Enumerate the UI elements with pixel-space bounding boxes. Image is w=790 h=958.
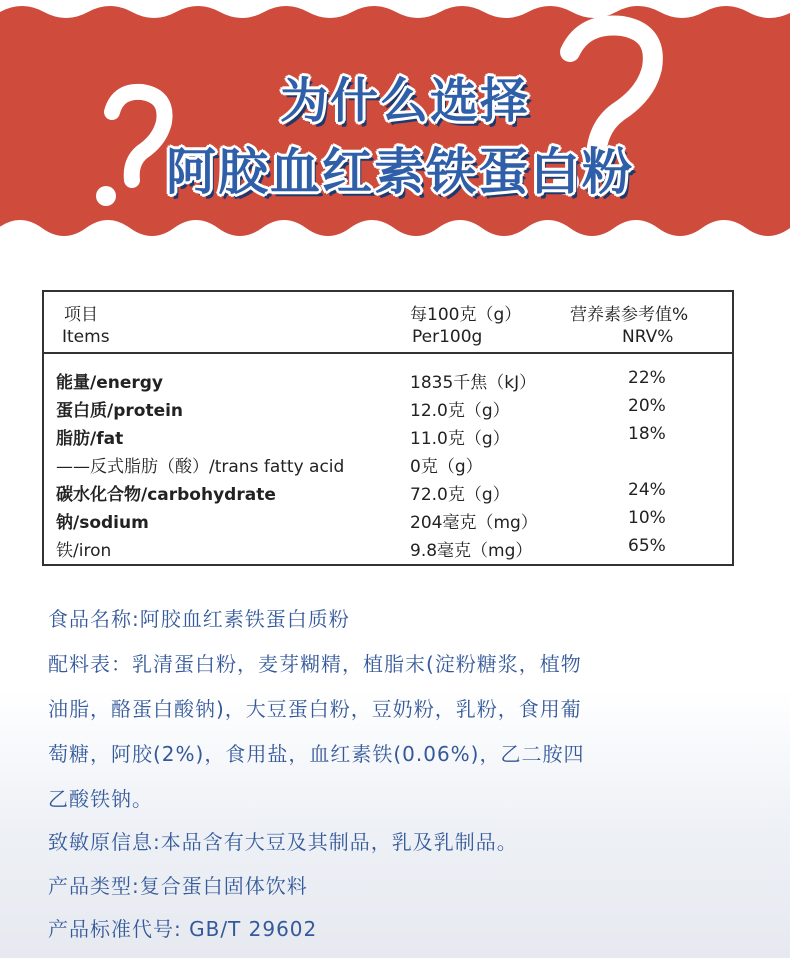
- nutrition-table: [42, 290, 734, 566]
- header-items-cn: 项目: [64, 305, 98, 325]
- row-name: 钠/sodium: [56, 513, 149, 533]
- table-row: [44, 396, 732, 424]
- row-name: 脂肪/fat: [56, 429, 124, 449]
- ingredients-line-3: 萄糖，阿胶(2%)，食用盐，血红素铁(0.06%)，乙二胺四: [48, 742, 585, 766]
- header-nrv-en: NRV%: [622, 327, 674, 347]
- row-name: 能量/energy: [56, 373, 164, 393]
- row-name: ——反式脂肪（酸）/trans fatty acid: [56, 457, 345, 477]
- row-value: 72.0克（g）: [410, 485, 510, 505]
- header-title-line1: 为什么选择: [279, 73, 530, 129]
- row-name: 蛋白质/protein: [56, 401, 184, 421]
- row-nrv: 22%: [628, 368, 666, 388]
- row-nrv: 65%: [628, 536, 666, 556]
- ingredients-line-1: 配料表：乳清蛋白粉，麦芽糊精，植脂末(淀粉糖浆，植物: [48, 652, 582, 676]
- header-per100-cn: 每100克（g）: [410, 305, 522, 325]
- row-value: 11.0克（g）: [410, 429, 510, 449]
- header-items-en: Items: [62, 327, 110, 347]
- table-row: [44, 508, 732, 536]
- row-value: 0克（g）: [410, 457, 483, 477]
- header-title-line2: 阿胶血红素铁蛋白粉: [166, 143, 634, 201]
- row-value: 204毫克（mg）: [410, 513, 538, 533]
- row-nrv: 10%: [628, 508, 666, 528]
- product-name: 食品名称:阿胶血红素铁蛋白质粉: [48, 607, 350, 631]
- ingredients-line-2: 油脂，酪蛋白酸钠)，大豆蛋白粉，豆奶粉，乳粉，食用葡: [48, 697, 582, 721]
- header-nrv-cn: 营养素参考值%: [570, 305, 689, 325]
- product-standard: 产品标准代号: GB/T 29602: [48, 917, 318, 941]
- table-row: [44, 536, 732, 564]
- table-row: [44, 480, 732, 508]
- row-nrv: 20%: [628, 396, 666, 416]
- table-row: [44, 452, 732, 480]
- row-name: 碳水化合物/carbohydrate: [56, 485, 276, 505]
- table-row: [44, 368, 732, 396]
- allergen-info: 致敏原信息:本品含有大豆及其制品，乳及乳制品。: [48, 830, 518, 854]
- product-type: 产品类型:复合蛋白固体饮料: [48, 874, 308, 898]
- row-value: 9.8毫克（mg）: [410, 541, 533, 561]
- header-per100-en: Per100g: [412, 327, 483, 347]
- row-value: 12.0克（g）: [410, 401, 510, 421]
- row-nrv: 24%: [628, 480, 666, 500]
- row-nrv: 18%: [628, 424, 666, 444]
- ingredients-line-4: 乙酸铁钠。: [48, 787, 153, 811]
- nutrition-table-header: [44, 292, 732, 354]
- row-name: 铁/iron: [56, 541, 112, 561]
- table-row: [44, 424, 732, 452]
- row-value: 1835千焦（kJ）: [410, 373, 537, 393]
